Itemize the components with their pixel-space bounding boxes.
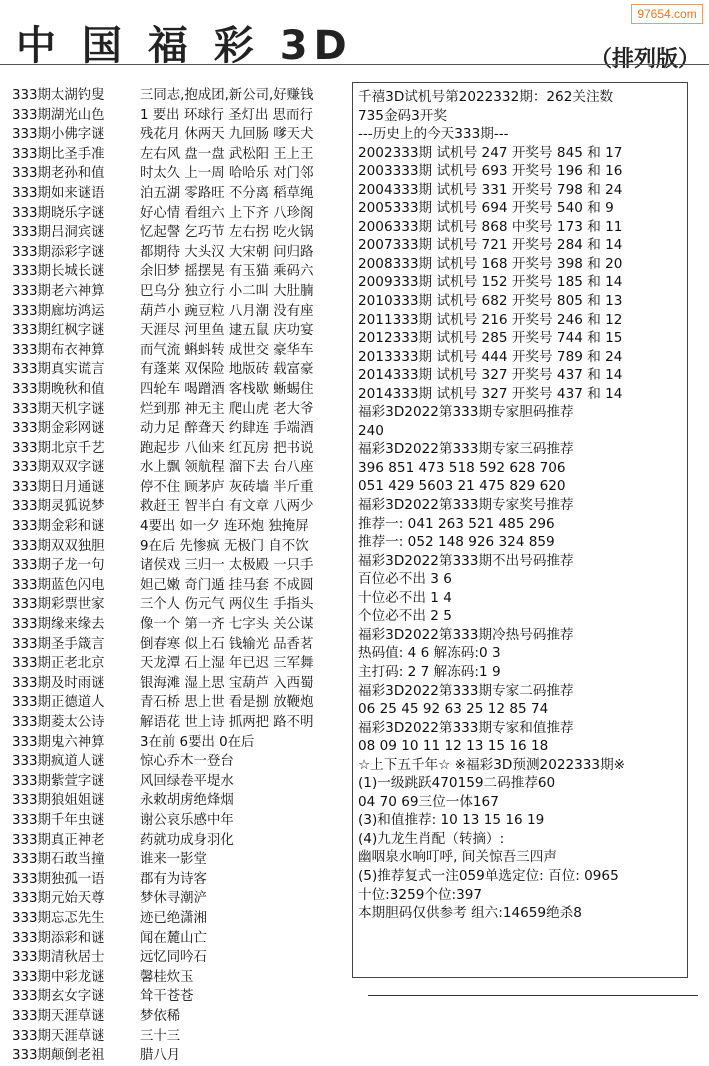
site-watermark: 97654.com bbox=[631, 4, 703, 24]
riddle-title: 333期菱太公诗 bbox=[12, 715, 105, 730]
riddle-row bbox=[12, 870, 352, 890]
riddle-title: 333期圣手箴言 bbox=[12, 636, 105, 652]
riddle-content: 三同志,抱成团,新公司,好赚钱 bbox=[140, 88, 314, 103]
riddle-row bbox=[12, 282, 352, 302]
riddle-row bbox=[12, 86, 352, 106]
prediction-line: (3)和值推荐: 10 13 15 16 19 bbox=[358, 812, 545, 829]
prediction-line: 十位必不出 1 4 bbox=[358, 589, 452, 606]
prediction-line: 735金码3开奖 bbox=[358, 107, 447, 124]
riddle-content: 四轮车 喝蹭酒 客栈歇 蜥蜴住 bbox=[140, 381, 314, 397]
prediction-line: 2014333期 试机号 327 开奖号 437 和 14 bbox=[358, 367, 623, 384]
page-subtitle: （排列版） bbox=[590, 47, 701, 70]
prediction-line: 2006333期 试机号 868 中奖号 173 和 11 bbox=[358, 218, 623, 235]
riddle-row bbox=[12, 576, 352, 596]
riddle-content: 烂到那 神无主 爬山虎 老大爷 bbox=[140, 401, 314, 417]
riddle-content: 1 要出 环球行 圣灯出 思而行 bbox=[140, 107, 313, 123]
page-title: 中 国 福 彩 3D bbox=[16, 23, 353, 69]
riddle-title: 333期及时雨谜 bbox=[12, 675, 105, 691]
riddle-row bbox=[12, 419, 352, 439]
riddle-row bbox=[12, 106, 352, 126]
riddle-row bbox=[12, 321, 352, 341]
riddle-content: 妲己嫩 奇门遁 挂马套 不成圆 bbox=[140, 577, 314, 593]
prediction-line: (5)推荐复式一注059单选定位: 百位: 0965 bbox=[358, 867, 619, 884]
riddle-title: 333期千年虫谜 bbox=[12, 812, 105, 828]
riddle-title: 333期双双字谜 bbox=[12, 460, 105, 476]
prediction-line: ---历史上的今天333期--- bbox=[358, 126, 509, 143]
riddle-row bbox=[12, 929, 352, 949]
riddle-row bbox=[12, 1007, 352, 1027]
riddle-title: 333期老六神算 bbox=[12, 283, 105, 299]
prediction-line: 2011333期 试机号 216 开奖号 246 和 12 bbox=[358, 311, 623, 328]
riddle-title: 333期北京千艺 bbox=[12, 440, 105, 456]
riddle-row bbox=[12, 811, 352, 831]
riddle-row bbox=[12, 968, 352, 988]
prediction-line: 396 851 473 518 592 628 706 bbox=[358, 459, 566, 476]
prediction-line: 千禧3D试机号第2022332期：262关注数 bbox=[358, 89, 614, 105]
riddle-content: 惊心乔木一登台 bbox=[140, 754, 234, 770]
riddle-row bbox=[12, 400, 352, 420]
prediction-line: ☆上下五千年☆ ※福彩3D预测2022333期※ bbox=[358, 756, 626, 773]
riddle-content: 梦依稀 bbox=[140, 1008, 181, 1024]
riddle-title: 333期清秋居士 bbox=[12, 950, 105, 966]
prediction-line: 2014333期 试机号 327 开奖号 437 和 14 bbox=[358, 385, 623, 402]
riddle-content: 谁来一影堂 bbox=[140, 852, 207, 868]
riddle-content: 永敕胡虏绝烽烟 bbox=[140, 793, 234, 809]
riddle-row bbox=[12, 341, 352, 361]
riddle-title: 333期小佛字谜 bbox=[12, 127, 105, 143]
riddle-title: 333期双双独胆 bbox=[12, 538, 105, 554]
riddle-row bbox=[12, 713, 352, 733]
riddle-title: 333期廊坊鸿运 bbox=[12, 303, 105, 319]
prediction-line: (4)九龙生肖配（转摘）: bbox=[358, 830, 505, 847]
riddle-content: 3在前 6要出 0在后 bbox=[140, 734, 255, 750]
riddle-content: 9在后 先惨疯 无极门 自不饮 bbox=[140, 538, 309, 554]
riddle-title: 333期金彩网谜 bbox=[12, 421, 105, 437]
prediction-line: 主打码: 2 7 解冻码:1 9 bbox=[358, 663, 501, 680]
riddle-title: 333期晓乐字谜 bbox=[12, 205, 105, 221]
riddle-row bbox=[12, 556, 352, 576]
riddle-content: 动力足 醉聋天 约肆连 手端酒 bbox=[140, 421, 314, 437]
prediction-line: 2012333期 试机号 285 开奖号 744 和 15 bbox=[358, 330, 623, 347]
riddle-title: 333期紫萱字谜 bbox=[12, 773, 105, 789]
prediction-line: 福彩3D2022第333期专家三码推荐 bbox=[358, 441, 574, 458]
riddle-row bbox=[12, 262, 352, 282]
riddle-row bbox=[12, 1046, 352, 1066]
riddle-title: 333期子龙一句 bbox=[12, 558, 105, 574]
riddle-row bbox=[12, 1027, 352, 1047]
riddle-title: 333期真正神老 bbox=[12, 832, 105, 848]
riddle-row bbox=[12, 595, 352, 615]
prediction-line: 240 bbox=[358, 422, 384, 439]
riddle-row bbox=[12, 439, 352, 459]
riddle-title: 333期鬼六神算 bbox=[12, 734, 105, 750]
riddle-content: 泊五湖 零路旺 不分离 稻草绳 bbox=[140, 185, 314, 201]
riddle-title: 333期正德道人 bbox=[12, 695, 105, 711]
riddle-title: 333期日月通谜 bbox=[12, 479, 105, 495]
riddle-title: 333期长城长谜 bbox=[12, 264, 105, 280]
riddle-title: 333期如来谜语 bbox=[12, 185, 105, 201]
riddle-title: 333期天涯草谜 bbox=[12, 1008, 105, 1024]
prediction-line: 推荐一: 052 148 926 324 859 bbox=[358, 534, 555, 551]
riddle-title: 333期添彩和谜 bbox=[12, 930, 105, 946]
riddle-row bbox=[12, 831, 352, 851]
riddle-title: 333期颠倒老祖 bbox=[12, 1048, 105, 1064]
riddle-content: 三个人 伤元气 两仪生 手指头 bbox=[140, 597, 314, 613]
riddle-title: 333期忘忑先生 bbox=[12, 910, 105, 926]
riddle-row bbox=[12, 478, 352, 498]
riddle-list bbox=[12, 86, 352, 1066]
riddle-content: 残花月 休两天 九回肠 嗲天犬 bbox=[140, 127, 314, 143]
bottom-divider bbox=[368, 995, 698, 996]
riddle-content: 左右风 盘一盘 武松阳 王上王 bbox=[140, 146, 314, 162]
riddle-content: 风回绿卷平堤水 bbox=[140, 773, 234, 789]
riddle-content: 郡有为诗客 bbox=[140, 871, 207, 887]
riddle-row bbox=[12, 204, 352, 224]
riddle-content: 谢公哀乐感中年 bbox=[140, 812, 234, 828]
riddle-title: 333期金彩和谜 bbox=[12, 519, 105, 535]
riddle-row bbox=[12, 184, 352, 204]
riddle-row bbox=[12, 752, 352, 772]
riddle-content: 倒春寒 似上石 钱输光 品香茗 bbox=[140, 636, 314, 652]
riddle-content: 青石桥 思上世 看是捌 放鞭炮 bbox=[140, 695, 314, 711]
prediction-line: 2007333期 试机号 721 开奖号 284 和 14 bbox=[358, 237, 623, 254]
riddle-row bbox=[12, 537, 352, 557]
prediction-line: 2002333期 试机号 247 开奖号 845 和 17 bbox=[358, 144, 623, 161]
riddle-content: 馨桂炊玉 bbox=[140, 969, 194, 985]
riddle-title: 333期缘来缘去 bbox=[12, 617, 105, 633]
riddle-title: 333期狼姐姐谜 bbox=[12, 793, 105, 809]
riddle-title: 333期疯道人谜 bbox=[12, 754, 105, 770]
riddle-content: 迹已绝潇湘 bbox=[140, 910, 207, 926]
riddle-content: 天涯尽 河里鱼 逮五鼠 庆功宴 bbox=[140, 323, 314, 339]
header-divider bbox=[0, 64, 709, 65]
prediction-line: (1)一级跳跃470159二码推荐60 bbox=[358, 775, 556, 792]
riddle-title: 333期湖光山色 bbox=[12, 107, 105, 123]
riddle-row bbox=[12, 948, 352, 968]
riddle-title: 333期独孤一语 bbox=[12, 871, 105, 887]
riddle-row bbox=[12, 772, 352, 792]
riddle-title: 333期太湖钓叟 bbox=[12, 88, 105, 103]
riddle-row bbox=[12, 243, 352, 263]
riddle-content: 停不住 顾茅庐 灰砖墙 半斤重 bbox=[140, 479, 314, 495]
riddle-content: 时太久 上一周 哈哈乐 对门邻 bbox=[140, 166, 314, 182]
riddle-content: 闻在麓山亡 bbox=[140, 930, 207, 946]
prediction-text bbox=[358, 88, 688, 923]
riddle-content: 救赶王 智半白 有文章 八两少 bbox=[140, 499, 314, 515]
riddle-row bbox=[12, 380, 352, 400]
prediction-line: 08 09 10 11 12 13 15 16 18 bbox=[358, 738, 549, 755]
riddle-content: 有蓬莱 双保险 地版砖 载富豪 bbox=[140, 362, 314, 378]
prediction-line: 百位必不出 3 6 bbox=[358, 571, 452, 588]
prediction-line: 幽咽泉水响叮呼, 间关惊吾三四声 bbox=[358, 849, 557, 866]
riddle-title: 333期蓝色闪电 bbox=[12, 577, 105, 593]
riddle-title: 333期天涯草谜 bbox=[12, 1028, 105, 1044]
riddle-content: 耸干苍苍 bbox=[140, 989, 194, 1005]
prediction-line: 04 70 69三位一体167 bbox=[358, 793, 499, 810]
riddle-content: 药就功成身羽化 bbox=[140, 832, 234, 848]
riddle-row bbox=[12, 223, 352, 243]
riddle-content: 都期待 大头汉 大宋朝 问归路 bbox=[140, 244, 314, 260]
prediction-line: 个位必不出 2 5 bbox=[358, 608, 452, 625]
riddle-content: 葫芦小 豌豆粒 八月潮 没有座 bbox=[140, 303, 314, 319]
riddle-row bbox=[12, 693, 352, 713]
riddle-row bbox=[12, 654, 352, 674]
prediction-line: 2008333期 试机号 168 开奖号 398 和 20 bbox=[358, 255, 623, 272]
prediction-line: 福彩3D2022第333期专家奖号推荐 bbox=[358, 497, 574, 514]
riddle-title: 333期吕洞宾谜 bbox=[12, 225, 105, 241]
riddle-row bbox=[12, 850, 352, 870]
riddle-row bbox=[12, 517, 352, 537]
riddle-row bbox=[12, 909, 352, 929]
prediction-line: 福彩3D2022第333期专家和值推荐 bbox=[358, 719, 574, 736]
riddle-title: 333期灵狐说梦 bbox=[12, 499, 105, 515]
riddle-row bbox=[12, 889, 352, 909]
riddle-content: 忆起謦 乞巧节 左右拐 吃火锅 bbox=[140, 225, 314, 241]
riddle-content: 三十三 bbox=[140, 1028, 181, 1044]
prediction-line: 2013333期 试机号 444 开奖号 789 和 24 bbox=[358, 348, 623, 365]
riddle-row bbox=[12, 497, 352, 517]
riddle-title: 333期晚秋和值 bbox=[12, 381, 105, 397]
riddle-content: 诸侯戏 三归一 太极殿 一只手 bbox=[140, 558, 314, 574]
prediction-line: 福彩3D2022第333期专家胆码推荐 bbox=[358, 404, 574, 421]
riddle-title: 333期中彩龙谜 bbox=[12, 969, 105, 985]
riddle-content: 巴乌分 独立行 小二叫 大肚腩 bbox=[140, 283, 314, 299]
riddle-row bbox=[12, 987, 352, 1007]
riddle-title: 333期红枫字谜 bbox=[12, 323, 105, 339]
prediction-line: 福彩3D2022第333期专家二码推荐 bbox=[358, 682, 574, 699]
riddle-content: 像一个 第一齐 七字头 关公谋 bbox=[140, 617, 314, 633]
riddle-title: 333期布衣神算 bbox=[12, 342, 105, 358]
riddle-content: 远忆同吟石 bbox=[140, 950, 207, 966]
prediction-line: 06 25 45 92 63 25 12 85 74 bbox=[358, 701, 549, 718]
riddle-content: 而气流 蝌蚪转 成世交 豪华车 bbox=[140, 342, 314, 358]
riddle-row bbox=[12, 164, 352, 184]
riddle-title: 333期真实谎言 bbox=[12, 362, 105, 378]
riddle-title: 333期石敢当撞 bbox=[12, 852, 105, 868]
riddle-content: 腊八月 bbox=[140, 1048, 181, 1064]
riddle-content: 水上飘 领航程 溜下去 台八座 bbox=[140, 460, 314, 476]
riddle-row bbox=[12, 635, 352, 655]
riddle-title: 333期老孙和值 bbox=[12, 166, 105, 182]
prediction-line: 热码值: 4 6 解冻码:0 3 bbox=[358, 645, 501, 662]
riddle-title: 333期正老北京 bbox=[12, 656, 105, 672]
riddle-content: 4要出 如一夕 连环炮 独掩屏 bbox=[140, 519, 309, 535]
riddle-content: 余旧梦 摇摆晃 有玉猫 乘码六 bbox=[140, 264, 314, 280]
riddle-content: 梦休寻潮浐 bbox=[140, 891, 207, 907]
riddle-row bbox=[12, 360, 352, 380]
prediction-line: 051 429 5603 21 475 829 620 bbox=[358, 478, 566, 495]
prediction-line: 2003333期 试机号 693 开奖号 196 和 16 bbox=[358, 163, 623, 180]
riddle-row bbox=[12, 733, 352, 753]
prediction-line: 2010333期 试机号 682 开奖号 805 和 13 bbox=[358, 293, 623, 310]
riddle-content: 跑起步 八仙来 红瓦房 把书说 bbox=[140, 440, 314, 456]
riddle-row bbox=[12, 458, 352, 478]
prediction-line: 推荐一: 041 263 521 485 296 bbox=[358, 515, 555, 532]
riddle-title: 333期玄女字谜 bbox=[12, 989, 105, 1005]
riddle-title: 333期元始天尊 bbox=[12, 891, 105, 907]
riddle-title: 333期彩票世家 bbox=[12, 597, 105, 613]
prediction-line: 2005333期 试机号 694 开奖号 540 和 9 bbox=[358, 200, 614, 217]
riddle-title: 333期天机字谜 bbox=[12, 401, 105, 417]
riddle-row bbox=[12, 125, 352, 145]
prediction-line: 本期胆码仅供参考 组六:14659绝杀8 bbox=[358, 905, 582, 922]
riddle-title: 333期添彩字谜 bbox=[12, 244, 105, 260]
riddle-title: 333期比圣手准 bbox=[12, 146, 105, 162]
riddle-row bbox=[12, 791, 352, 811]
riddle-row bbox=[12, 145, 352, 165]
riddle-row bbox=[12, 674, 352, 694]
prediction-line: 福彩3D2022第333期冷热号码推荐 bbox=[358, 626, 574, 643]
riddle-content: 银海滩 湿上思 宝葫芦 入西蜀 bbox=[140, 675, 314, 691]
riddle-row bbox=[12, 302, 352, 322]
prediction-line: 福彩3D2022第333期不出号码推荐 bbox=[358, 552, 574, 569]
riddle-content: 天龙潭 石上湿 年已迟 三军舞 bbox=[140, 656, 314, 672]
riddle-content: 解语花 世上诗 抓两把 路不明 bbox=[140, 715, 314, 730]
prediction-line: 2009333期 试机号 152 开奖号 185 和 14 bbox=[358, 274, 623, 291]
riddle-content: 好心情 看组六 上下齐 八珍阁 bbox=[140, 205, 314, 221]
prediction-line: 十位:3259个位:397 bbox=[358, 886, 483, 903]
prediction-line: 2004333期 试机号 331 开奖号 798 和 24 bbox=[358, 181, 623, 198]
riddle-row bbox=[12, 615, 352, 635]
